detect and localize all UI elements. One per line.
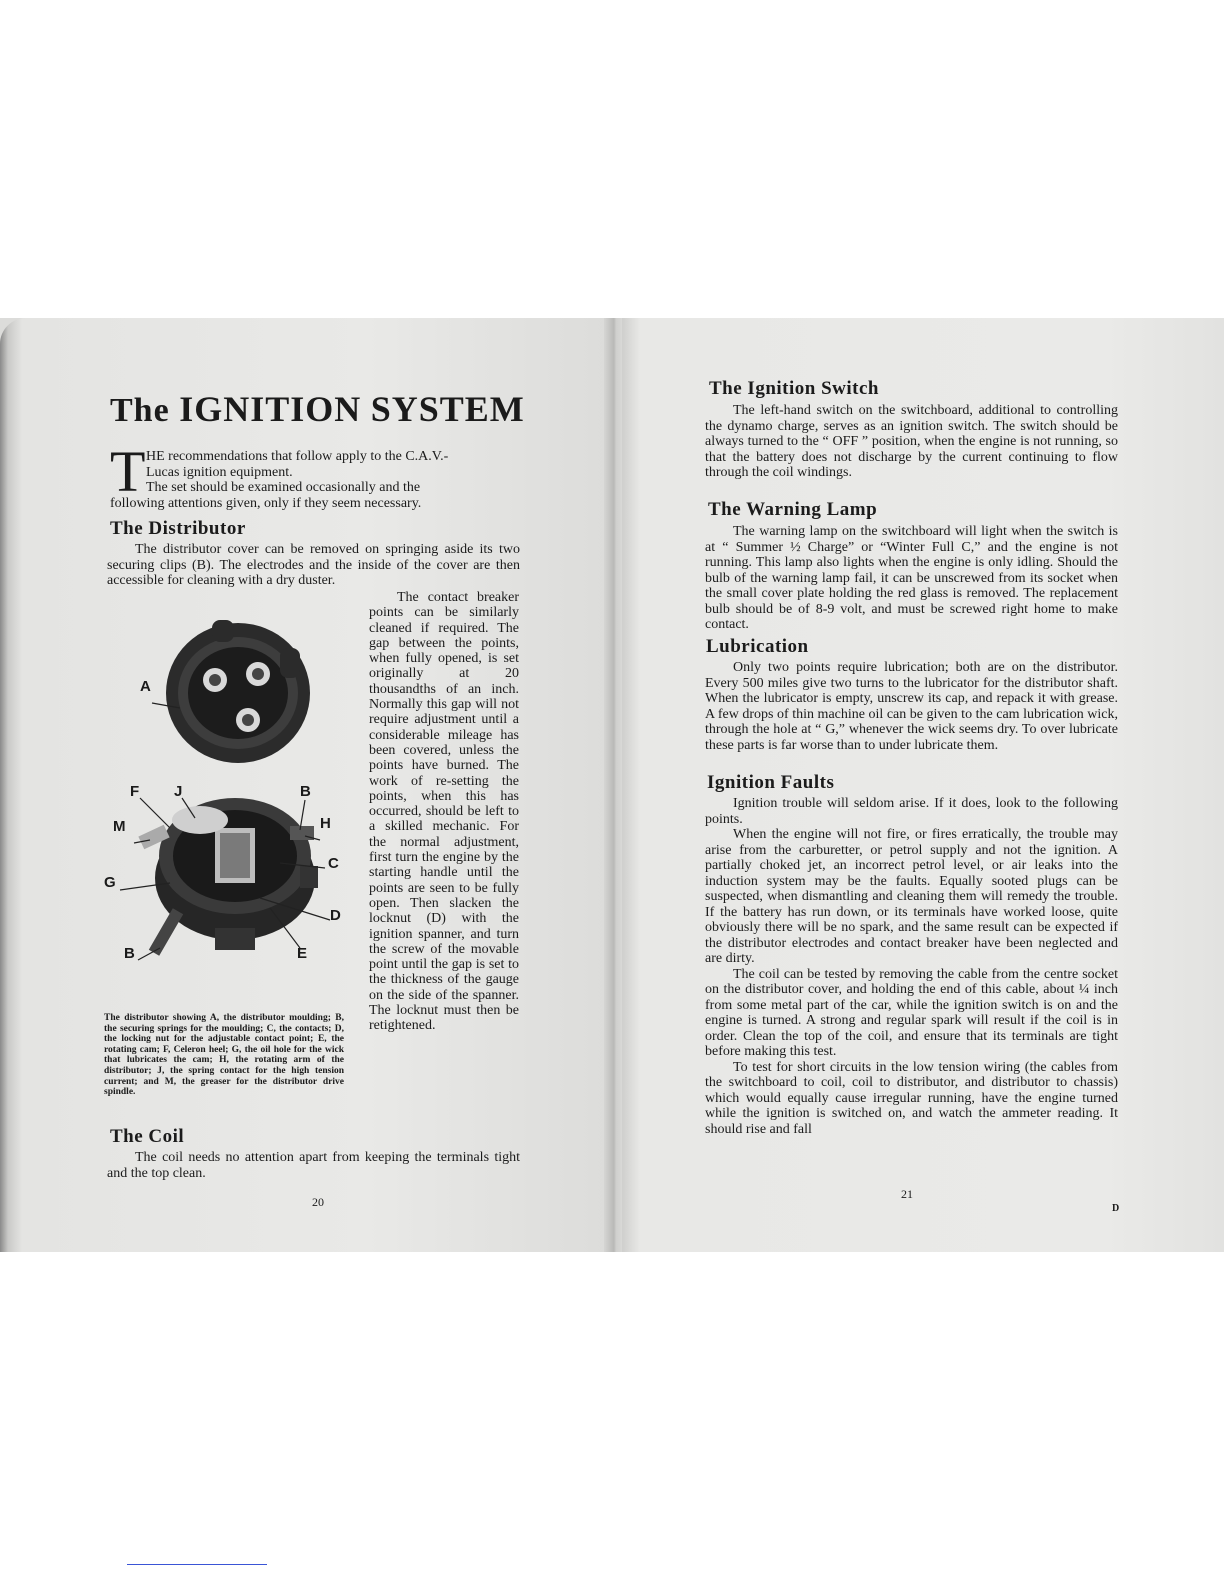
coil-paragraph xyxy=(107,1150,520,1181)
lubrication-paragraph xyxy=(705,660,1118,753)
label-j: J xyxy=(174,783,183,800)
intro-line-1: HE recommendations that follow apply to the C.A.V.- xyxy=(146,449,449,464)
title-the: The xyxy=(110,392,170,429)
title-ignition: IGNITION xyxy=(179,389,362,429)
distributor-text: The distributor cover can be removed on springing aside its two securing clips (B). The electrodes and the inside of the cover are then accessible for cleaning with a dry duster. xyxy=(107,542,520,588)
title-system: SYSTEM xyxy=(370,389,525,429)
faults-paragraph-2: When the engine will not fire, or fires erratically, the trouble may arise from the carburetter, or petrol supply and not the ignition. A partially choked jet, an incorrect petrol level, or air leaks into the induction system may be the faults. Equally sooted plugs can be suspected, when dismantling and cleaning them will remedy the trouble. If the battery has run down, or its terminals have worked loose, quite obviously there will be no spark, and the same result can be expected if the distributor electrodes and contact breaker have been neglected and are dirty. xyxy=(705,827,1118,966)
right-page xyxy=(622,318,1224,1252)
column-text: The contact breaker points can be similarly cleaned if required. The gap between the points, when fully opened, is set originally at 20 thousandths of an inch. Normally this gap will not require adjustment until a considerable mileage has been covered, unless the points have burned. The work of re-setting the points, when this has occurred, should be left to a skilled mechanic. For the normal adjustment, first turn the engine by the starting handle until the points are seen to be fully open. Then slacken the locknut (D) with the ignition spanner, and turn the screw of the movable point until the gap is set to the thickness of the gauge on the side of the spanner. The locknut must then be retightened. xyxy=(369,590,519,1034)
distributor-cover-drawing xyxy=(166,620,310,763)
lubrication-heading: Lubrication xyxy=(706,636,809,657)
warning-lamp-paragraph xyxy=(705,524,1118,633)
label-b-bottom: B xyxy=(124,945,135,962)
warning-lamp-heading: The Warning Lamp xyxy=(708,499,878,520)
warning-lamp-text: The warning lamp on the switchboard will light when the switch is at “ Summer ½ Charge” or “Winter Full C,” and the engine is not running. This lamp also lights when the engine is only idling. Should the bulb of the warning lamp fail, it can be unscrewed from its socket when the small cover plate holding the red glass is removed. The replacement bulb should be of 8-9 volt, and must be screwed right home to make contact. xyxy=(705,524,1118,632)
label-b-top: B xyxy=(300,783,311,800)
book-spread xyxy=(0,318,1224,1252)
label-g: G xyxy=(104,874,116,891)
label-m: M xyxy=(113,818,126,835)
ignition-faults-heading: Ignition Faults xyxy=(707,772,835,793)
ignition-switch-paragraph xyxy=(705,403,1118,481)
label-c: C xyxy=(328,855,339,872)
underline-mark xyxy=(127,1564,267,1565)
intro-paragraph-bottom xyxy=(110,480,520,511)
ignition-faults-paragraphs xyxy=(705,796,1118,1137)
faults-paragraph-4: To test for short circuits in the low tension wiring (the cables from the switchboard to coil, coil to distributor, and distributor to chassis) which would equally cause irregular running, have the engine turned while the ignition is switched on, and watch the ammeter reading. It should rise and fall xyxy=(705,1059,1118,1137)
intro-line-3: The set should be examined occasionally and the xyxy=(146,480,421,495)
distributor-paragraph xyxy=(107,542,520,589)
label-d: D xyxy=(330,907,341,924)
distributor-heading: The Distributor xyxy=(110,518,246,539)
label-f: F xyxy=(130,783,140,800)
ignition-switch-heading: The Ignition Switch xyxy=(709,378,879,399)
coil-text: The coil needs no attention apart from keeping the terminals tight and the top clean. xyxy=(107,1150,520,1181)
coil-heading: The Coil xyxy=(110,1126,185,1147)
left-page xyxy=(0,318,612,1252)
signature-mark: D xyxy=(1112,1203,1120,1214)
distributor-body-drawing xyxy=(138,798,318,956)
page-title xyxy=(110,388,525,430)
label-e: E xyxy=(297,945,308,962)
figure-caption: The distributor showing A, the distributor moulding; B, the securing springs for the moulding; C, the contacts; D, the locking nut for the adjustable contact point; E, the rotating cam; F, Celeron heel; G, the oil hole for the wick that lubricates the cam; H, the rotating arm of the distributor; J, the spring contact for the high tension current; and M, the greaser for the distributor drive spindle. xyxy=(104,1013,344,1098)
page-number-left: 20 xyxy=(312,1195,324,1209)
lubrication-text: Only two points require lubrication; both are on the distributor. Every 500 miles give two turns to the lubricator for the distributor shaft. When the lubricator is empty, unscrew its cap, and repack it with grease. A few drops of thin machine oil can be given to the cam lubrication wick, through the hole at “ G,” whenever the wick seems dry. To over lubricate these parts is far worse than to under lubricate them. xyxy=(705,660,1118,753)
ignition-switch-text: The left-hand switch on the switchboard, additional to controlling the dynamo charge, serves as an ignition switch. The switch should be always turned to the “ OFF ” position, when the engine is not running, so that the battery does not discharge by the current continuing to flow through the coil windings. xyxy=(705,403,1118,480)
faults-paragraph-1: Ignition trouble will seldom arise. If it does, look to the following points. xyxy=(705,796,1118,827)
column-paragraph xyxy=(369,590,519,1034)
label-a: A xyxy=(140,678,151,695)
label-h: H xyxy=(320,815,331,832)
faults-paragraph-3: The coil can be tested by removing the cable from the centre socket on the distributor cover, and holding the end of this cable, about ¼ inch from some metal part of the car, while the ignition switch is on and the engine is turned. A strong and regular spark will result if the coil is in order. Clean the top of the coil, and ensure that its terminals are tight before making this test. xyxy=(705,966,1118,1059)
page-number-right: 21 xyxy=(901,1187,913,1201)
drop-cap: T xyxy=(110,439,146,504)
intro-line-4: following attentions given, only if they seem necessary. xyxy=(110,495,422,511)
intro-paragraph-top xyxy=(146,449,520,480)
intro-line-2: Lucas ignition equipment. xyxy=(146,464,293,480)
